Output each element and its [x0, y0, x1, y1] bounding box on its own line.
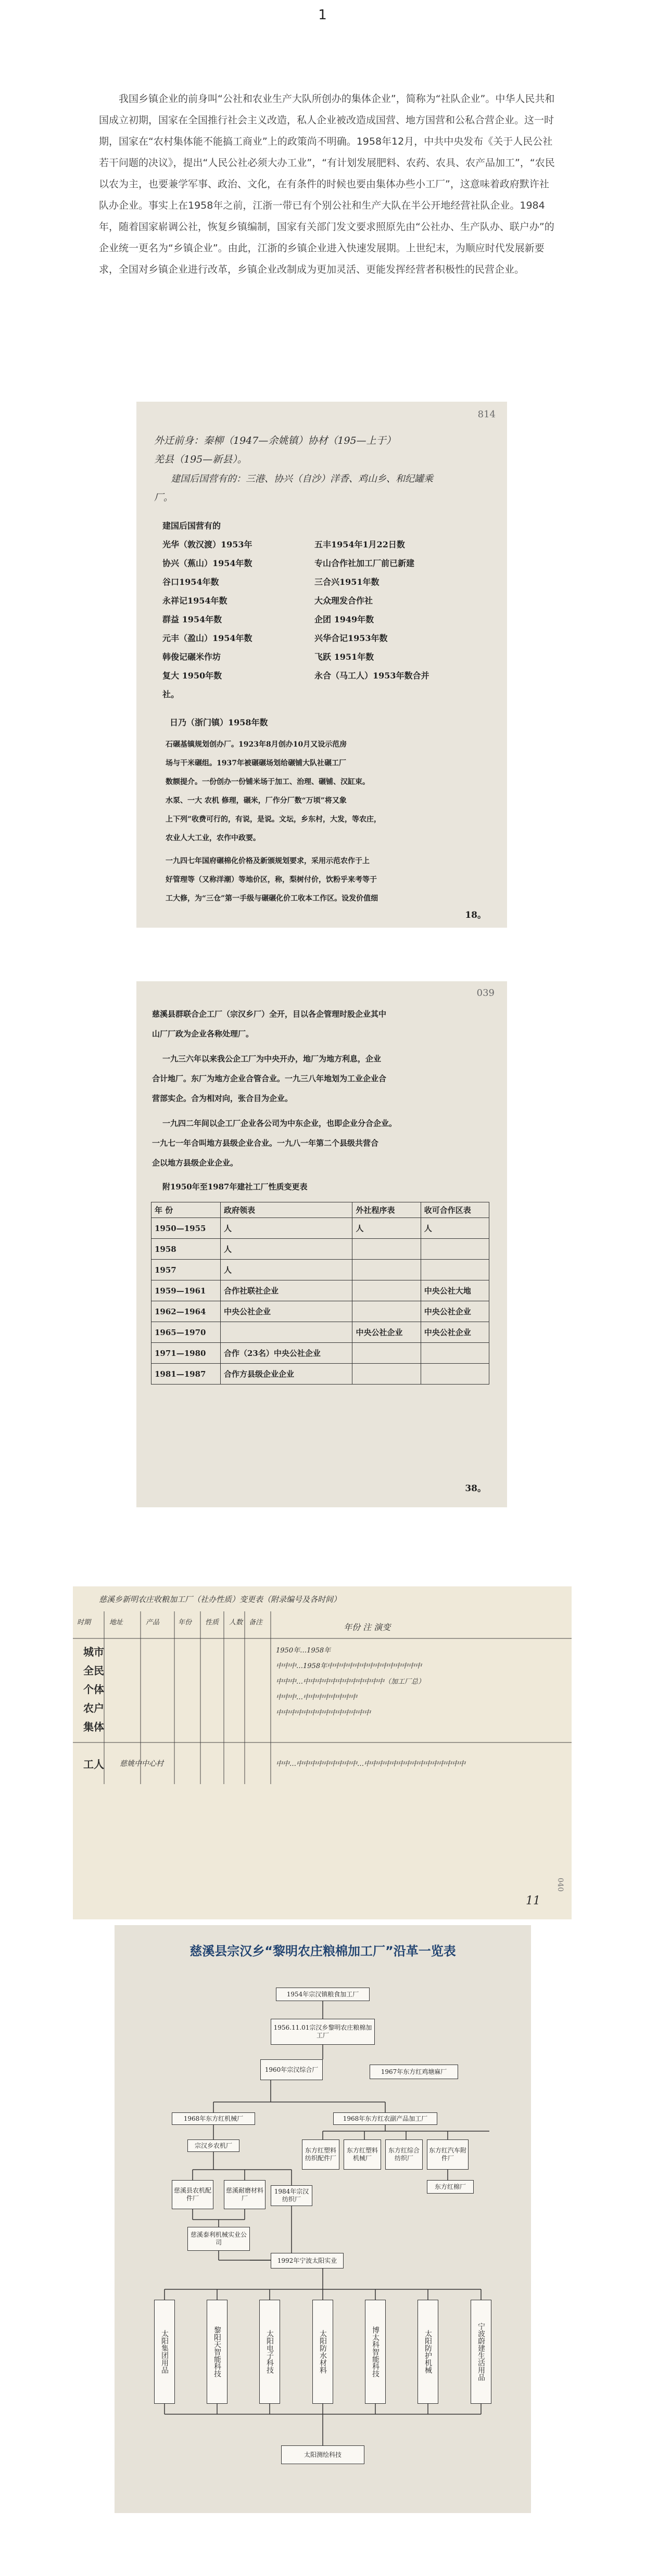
scan3-worker-label: 工人	[83, 1758, 104, 1771]
table-cell	[352, 1239, 421, 1260]
scan1-line-3: 建国后国营有的：三港、协兴（自沙）洋香、鸡山乡、和纪罐乘	[171, 473, 433, 484]
scan1-corner-number: 814	[477, 409, 496, 420]
node-subsidiary: 太阳集团用品	[154, 2300, 175, 2404]
scan1-body-7: 一九四七年国府碾棉化价格及新颁规划要求，采用示范农作于上	[166, 857, 370, 865]
scan1-body-1: 石碾基镇规划创办厂。1923年8月创办10月又设示范房	[166, 740, 347, 749]
scan3-col-label: 人数	[229, 1619, 243, 1626]
node-cixi-wear-materials: 慈溪耐磨材料厂	[224, 2180, 265, 2209]
table-cell	[421, 1260, 489, 1280]
node-plastic-machinery: 东方红塑料机械厂	[344, 2139, 381, 2170]
table-cell: 1965—1970	[151, 1322, 221, 1343]
node-subsidiary: 黎阳天智能科技	[207, 2300, 227, 2404]
scan1-line-1: 外迁前身：秦柳（1947—余姚镇）协材（195—上于）	[154, 435, 396, 446]
node-zonghan-agri-machinery: 宗汉乡农机厂	[187, 2139, 239, 2152]
scan2-body-2: 山厂厂政为企业各称处理厂。	[152, 1029, 254, 1039]
table-cell: 人	[221, 1239, 352, 1260]
table-cell: 中央公社企业	[352, 1322, 421, 1343]
scan1-body-6: 农业人大工业，农作中政要。	[166, 834, 260, 842]
table-cell	[352, 1280, 421, 1301]
scan1-subheading: 建国后国营有的	[162, 521, 221, 531]
scan3-line: 1950年…1958年	[276, 1647, 331, 1655]
scan1-body-4: 水泵、一大 农机 修理，碾米，厂作分厂数“万顷”将又象	[166, 797, 347, 805]
scan1-row-6-right: 兴华合记1953年数	[314, 633, 388, 643]
scan1-row-1-right: 五丰1954年1月22日数	[314, 540, 405, 549]
table-header: 政府领表	[221, 1202, 352, 1218]
scan3-line: 中中中中中中中中中中中中中中	[276, 1709, 371, 1717]
scan3-notes-title: 年份 注 演变	[344, 1622, 391, 1632]
scan2-body-5: 营部实企。合为相对向，张合目为企业。	[152, 1094, 293, 1103]
table-cell: 1950—1955	[151, 1218, 221, 1239]
table-cell	[421, 1343, 489, 1364]
table-cell: 1981—1987	[151, 1364, 221, 1385]
scan1-body-2: 场与干米碾组。1937年被碾碾场划给碾铺大队社碾工厂	[166, 759, 346, 767]
scan1-row-4-right: 大众理发合作社	[314, 596, 373, 606]
node-cotton-plant: 东方红棉厂	[427, 2180, 474, 2194]
scan1-tail: 社。	[162, 689, 180, 699]
scan1-row-5-right: 企团 1949年数	[314, 614, 374, 624]
scan1-row-8-left: 复大 1950年数	[162, 671, 222, 681]
intro-paragraph: 我国乡镇企业的前身叫“公社和农业生产大队所创办的集体企业”，简称为“社队企业”。中华人民共和国成立初期，国家在全国推行社会主义改造，私人企业被改造成国营、地方国营和公私合营企业。这一时期，国家在“农村集体能不能搞工商业”上的政策尚不明确。1958年12月，中共中央发布《关于人民公社若干问题的决议》，提出“人民公社必须大办工业”，“有计划发展肥料、农药、农具、农产品加工”，“农民以农为主，也要兼学军事、政治、文化，在有条件的时候也要由集体办些小工厂”，这意味着政府默许社队办企业。事实上在1958年之前，江浙一带已有个别公社和生产大队在半公开地经营社队企业。1984年，随着国家崭调公社，恢复乡镇编制，国家有关部门发文要求照原先由“公社办、生产队办、联户办”的企业统一更名为“乡镇企业”。由此，江浙的乡镇企业进入快速发展期。上世纪末，为顺应时代发展新要求，全国对乡镇企业进行改革，乡镇企业改制成为更加灵活、更能发挥经营者积极性的民营企业。	[99, 93, 555, 275]
scan1-row-1-left: 光华（敦汉渡）1953年	[162, 540, 252, 549]
node-1954-grain-mill: 1954年宗汉镇粮食加工厂	[276, 1988, 370, 2001]
table-header-row	[151, 1202, 489, 1218]
scan2-corner-number: 039	[476, 988, 495, 998]
scan3-page: 11	[526, 1894, 540, 1907]
scan2-body-3: 一九三六年以来我公企工厂为中央开办，地厂为地方利息，企业	[162, 1054, 382, 1063]
chart-title: 慈溪县宗汉乡“黎明农庄粮棉加工厂”沿革一览表	[189, 1944, 456, 1958]
scan1-body-8: 好管理等（又称洋潮）等地价区，称，梨树付价，饮粉乎来考等于	[166, 876, 377, 884]
scan2-body-7: 一九七一年合叫地方县级企业合业。一九八一年第二个县级共营合	[152, 1138, 379, 1148]
table-header: 外社程序表	[352, 1202, 421, 1218]
scan3-line: 中中中…中中中中中中中中中中中中（加工厂总）	[276, 1678, 425, 1686]
node-taili-machinery: 慈溪泰利机械实业公司	[187, 2227, 250, 2251]
node-subsidiary: 太阳电子科技	[259, 2300, 280, 2404]
table-row	[151, 1239, 489, 1260]
scan3-left-label: 城市	[83, 1646, 104, 1658]
table-cell: 1962—1964	[151, 1301, 221, 1322]
table-cell: 1959—1961	[151, 1280, 221, 1301]
node-1992-ningbo-taiyang: 1992年宁波太阳实业	[271, 2253, 344, 2269]
table-row	[151, 1301, 489, 1322]
scan3-line: 中中中…中中中中中中中中	[276, 1694, 358, 1701]
scan2-history-table	[151, 1202, 489, 1385]
scan1-row-7-right: 飞跃 1951年数	[314, 652, 374, 662]
node-comprehensive-textile: 东方红综合纺织厂	[385, 2139, 423, 2170]
table-cell: 中央公社企业	[421, 1322, 489, 1343]
table-cell: 人	[421, 1218, 489, 1239]
archive-scan-3	[73, 1586, 572, 1919]
node-taiyang-survey: 太阳测绘科技	[281, 2445, 364, 2464]
scan3-col-label: 时期	[77, 1619, 91, 1626]
archive-scan-2	[136, 981, 507, 1507]
scan3-left-label: 个体	[83, 1683, 104, 1696]
scan3-col-label: 产品	[146, 1619, 160, 1626]
scan3-left-label: 农户	[83, 1702, 104, 1714]
node-1984-textile: 1984年宗汉纺织厂	[271, 2185, 312, 2206]
table-cell: 1971—1980	[151, 1343, 221, 1364]
scan1-row-7-left: 韩俊记碾米作坊	[162, 652, 221, 662]
scan1-row-3-right: 三合兴1951年数	[314, 577, 380, 587]
scan1-section: 日乃（浙门镇）1958年数	[170, 717, 268, 727]
table-row	[151, 1322, 489, 1343]
node-subsidiary: 博太科智能科技	[365, 2300, 386, 2404]
table-row	[151, 1218, 489, 1239]
table-row	[151, 1343, 489, 1364]
table-cell: 合作方县级企业企业	[221, 1364, 352, 1385]
scan1-body-9: 工大修，为“三仓”第一手级与碾碾化价工收本工作区。设发价值细	[166, 894, 378, 903]
node-subsidiary: 太阳防护机械	[418, 2300, 438, 2404]
table-cell	[421, 1364, 489, 1385]
table-cell	[421, 1239, 489, 1260]
table-cell: 人	[352, 1218, 421, 1239]
node-1956-liming-mill: 1956.11.01宗汉乡黎明农庄粮棉加工厂	[271, 2019, 375, 2045]
scan3-col-label: 备注	[249, 1619, 263, 1626]
company-lineage-chart	[115, 1925, 531, 2513]
scan3-line: 中中…中中中中中中中中中…中中中中中中中中中中中中中中中	[276, 1760, 466, 1768]
node-cixi-agri-parts: 慈溪县农机配件厂	[172, 2180, 213, 2209]
table-row	[151, 1280, 489, 1301]
node-1960-zonghan-plant: 1960年宗汉综合厂	[260, 2059, 323, 2080]
scan3-left-label: 集体	[83, 1721, 104, 1733]
scan3-col-label: 性质	[205, 1619, 219, 1626]
node-subsidiary: 宁波蔚建生活用品	[471, 2300, 491, 2404]
scan2-body-8: 企以地方县级企业企业。	[152, 1158, 238, 1168]
scan1-line-2: 羌县（195—新县）。	[154, 454, 247, 465]
node-1968-agri-processing: 1968年东方红农副产品加工厂	[333, 2112, 437, 2125]
table-cell	[352, 1343, 421, 1364]
table-cell: 1958	[151, 1239, 221, 1260]
scan2-body-4: 合计地厂。东厂为地方企业合管合业。一九三八年地划为工业企业合	[152, 1074, 387, 1083]
table-cell: 人	[221, 1260, 352, 1280]
node-1967-hemp-plant: 1967年东方红鸡塘麻厂	[370, 2065, 458, 2079]
scan1-row-3-left: 谷口1954年数	[162, 577, 219, 587]
table-header: 收可合作区表	[421, 1202, 489, 1218]
table-cell: 合作（23名）中央公社企业	[221, 1343, 352, 1364]
table-row	[151, 1260, 489, 1280]
archive-scan-1	[136, 402, 507, 928]
scan3-worker-note: 慈姚中中心村	[120, 1760, 163, 1768]
node-subsidiary: 太阳防水材料	[312, 2300, 333, 2404]
scan1-row-2-left: 协兴（蕉山）1954年数	[162, 558, 252, 568]
scan1-row-6-left: 元丰（盈山）1954年数	[162, 633, 252, 643]
scan2-body-6: 一九四二年间以企工厂企业各公司为中东企业，也即企业分合企业。	[162, 1119, 397, 1128]
table-cell: 中央公社企业	[221, 1301, 352, 1322]
scan1-body-5: 上下列”收费可行的，有说，是说。文坛，乡东村，大发，等农庄，	[166, 815, 382, 824]
scan1-line-4: 厂。	[154, 492, 173, 503]
scan3-line: 中中中…1958年中中中中中中中中中中中中中中	[276, 1662, 422, 1670]
scan1-row-8-right: 永合（马工人）1953年数合并	[314, 671, 429, 681]
table-cell: 合作社联社企业	[221, 1280, 352, 1301]
node-auto-parts: 东方红汽车附件厂	[427, 2139, 469, 2170]
scan1-row-2-right: 专山合作社加工厂前已新建	[314, 558, 415, 568]
scan3-title: 慈溪乡新明农庄收粮加工厂（社办性质）变更表（附录编号及各时间）	[99, 1595, 342, 1604]
scan2-table-caption: 附1950年至1987年建社工厂性质变更表	[162, 1182, 308, 1191]
scan3-ruling	[73, 1586, 572, 1919]
table-cell	[352, 1301, 421, 1322]
lineage-connectors	[115, 1925, 531, 2513]
table-cell: 人	[221, 1218, 352, 1239]
scan1-row-5-left: 群益 1954年数	[162, 614, 222, 624]
scan1-page: 18。	[465, 910, 486, 920]
scan3-col-label: 年份	[178, 1619, 192, 1626]
table-cell: 1957	[151, 1260, 221, 1280]
scan3-left-label: 全民	[83, 1664, 104, 1677]
table-cell: 中央公社大地	[421, 1280, 489, 1301]
scan1-row-4-left: 永祥记1954年数	[162, 596, 227, 606]
table-header: 年 份	[151, 1202, 221, 1218]
scan1-body-3: 数额提介。一份创办一份铺米场于加工、治理、碾铺、汉缸束。	[166, 778, 370, 786]
table-cell	[352, 1260, 421, 1280]
table-cell	[352, 1364, 421, 1385]
scan2-page: 38。	[465, 1483, 486, 1494]
scan3-col-label: 地址	[109, 1619, 123, 1626]
table-cell	[221, 1322, 352, 1343]
table-row	[151, 1364, 489, 1385]
scan3-stamp: 040	[556, 1878, 564, 1892]
node-1968-machinery: 1968年东方红机械厂	[172, 2112, 255, 2125]
table-cell: 中央公社企业	[421, 1301, 489, 1322]
scan2-body-1: 慈溪县群联合企工厂（宗汉乡厂）全开，目以各企管理时股企业其中	[152, 1009, 387, 1019]
node-plastic-textile-parts: 东方红塑料纺织配件厂	[302, 2139, 339, 2170]
page-number: 1	[318, 7, 327, 23]
